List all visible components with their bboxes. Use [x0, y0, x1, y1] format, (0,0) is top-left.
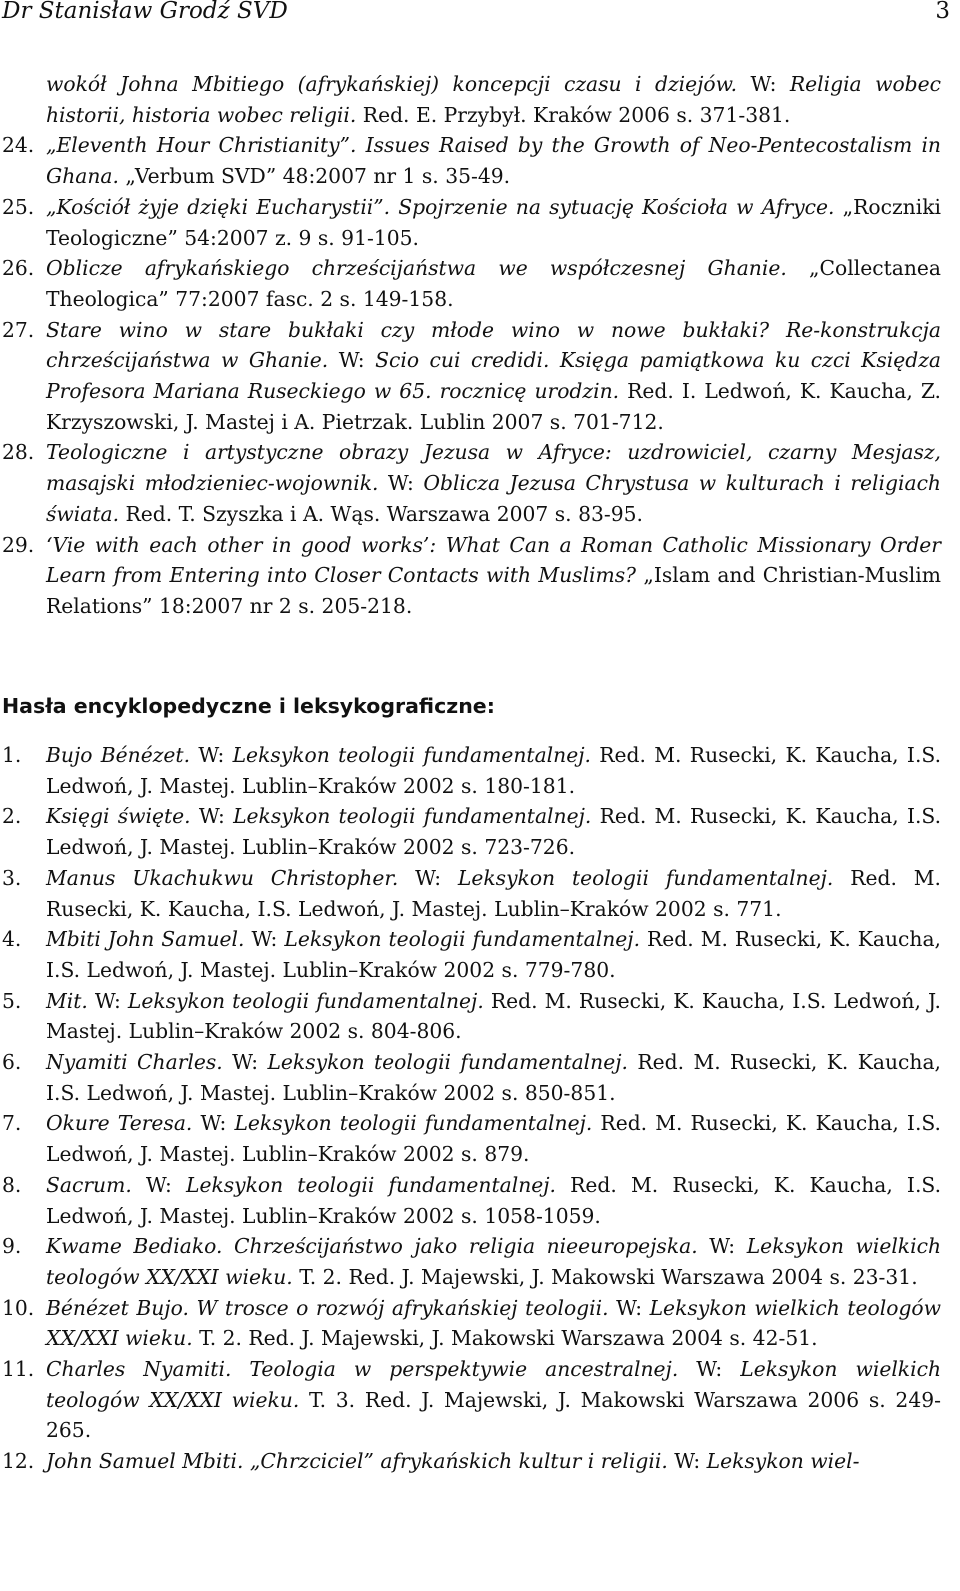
- citation-text: W:: [667, 1449, 707, 1474]
- bibliography-entry: [0, 130, 960, 191]
- citation-text: W:: [697, 1234, 747, 1259]
- entry-number: 1.: [2, 743, 22, 767]
- entry-number: 26.: [2, 256, 35, 281]
- citation-text: T. 2. Red. J. Majewski, J. Makowski Warszawa 2004 s. 42-51.: [192, 1326, 818, 1351]
- running-head-author: Dr Stanisław Grodź SVD: [2, 0, 288, 24]
- citation-text: T. 3. Red. J. Majewski, J. Makowski Warszawa 2006 s. 249-265.: [46, 1387, 941, 1443]
- italic-title: Leksykon wielkich teologów XX/XXI wieku.: [46, 1234, 942, 1289]
- citation-text: W:: [190, 804, 234, 829]
- entry-text: [46, 740, 941, 801]
- citation-text: W:: [678, 1357, 741, 1382]
- bibliography-entry: [0, 437, 960, 529]
- entry-text: [46, 1354, 941, 1446]
- italic-title: Bénézet Bujo. W trosce o rozwój afrykańskiej teologii.: [46, 1295, 609, 1320]
- citation-text: Red. M. Rusecki, K. Kaucha, I.S. Ledwoń, J. Mastej. Lublin–Kraków 2002 s. 879.: [46, 1111, 942, 1167]
- encyclopedia-entry: [0, 924, 960, 985]
- encyclopedia-entry: [0, 863, 960, 924]
- citation-text: W:: [737, 72, 790, 96]
- entry-text: [46, 192, 941, 253]
- citation-text: W:: [131, 1172, 186, 1197]
- citation-text: „Roczniki Teologiczne” 54:2007 z. 9 s. 91-105.: [46, 194, 941, 250]
- italic-title: Sacrum.: [46, 1172, 132, 1197]
- encyclopedia-entry: [0, 1354, 960, 1446]
- entry-number: 25.: [2, 194, 35, 219]
- entry-number: 5.: [2, 988, 22, 1013]
- italic-title: Leksykon wielkich teologów XX/XXI wieku.: [46, 1295, 942, 1351]
- entry-text: [46, 924, 941, 985]
- entry-text: [46, 1047, 941, 1108]
- italic-title: Mbiti John Samuel.: [46, 927, 245, 952]
- citation-text: W:: [87, 988, 128, 1013]
- italic-title: ‘Vie with each other in good works’: What Can a Roman Catholic Missionary Order Learn from Entering into Closer Contacts with Muslims?: [46, 532, 941, 588]
- entry-number: 6.: [2, 1050, 22, 1075]
- entry-number: 29.: [2, 532, 35, 557]
- entry-text: [46, 986, 941, 1047]
- italic-title: wokół Johna Mbitiego (afrykańskiej) koncepcji czasu i dziejów.: [46, 72, 738, 96]
- entry-number: 4.: [2, 927, 22, 952]
- citation-text: „Islam and Christian-Muslim Relations” 18:2007 nr 2 s. 205-218.: [46, 563, 941, 618]
- italic-title: Leksykon teologii fundamentalnej.: [232, 743, 591, 767]
- citation-text: Red. T. Szyszka i A. Wąs. Warszawa 2007 s. 83-95.: [119, 501, 643, 526]
- entry-text: [46, 315, 941, 438]
- citation-text: W:: [244, 927, 285, 952]
- citation-text: Red. M. Rusecki, K. Kaucha, I.S. Ledwoń, J. Mastej. Lublin–Kraków 2002 s. 180-181.: [46, 743, 942, 798]
- italic-title: Mit.: [46, 988, 88, 1013]
- citation-text: Red. M. Rusecki, K. Kaucha, I.S. Ledwoń, J. Mastej. Lublin–Kraków 2002 s. 1058-1059.: [46, 1172, 942, 1228]
- citation-text: Red. M. Rusecki, K. Kaucha, I.S. Ledwoń, J. Mastej. Lublin–Kraków 2002 s. 771.: [46, 865, 941, 921]
- entry-number: 12.: [2, 1449, 35, 1474]
- italic-title: Oblicza Jezusa Chrystusa w kulturach i religiach świata.: [46, 471, 941, 526]
- italic-title: Scio cui credidi. Księga pamiątkowa ku czci Księdza Profesora Mariana Ruseckiego w 65. rocznicę urodzin.: [46, 348, 941, 404]
- italic-title: Leksykon teologii fundamentalnej.: [284, 927, 641, 952]
- italic-title: Bujo Bénézet.: [46, 743, 191, 767]
- encyclopedia-entry: [0, 1170, 960, 1231]
- entry-text: [46, 1293, 941, 1354]
- entry-number: 11.: [2, 1357, 35, 1382]
- entry-number: 27.: [2, 317, 35, 342]
- italic-title: Teologiczne i artystyczne obrazy Jezusa w Afryce: uzdrowiciel, czarny Mesjasz, masajski młodzieniec-wojownik.: [46, 440, 941, 496]
- entry-number: 3.: [2, 865, 22, 890]
- italic-title: Leksykon teologii fundamentalnej.: [234, 1111, 593, 1136]
- bibliography-entry: [0, 315, 960, 438]
- entry-number: 8.: [2, 1172, 22, 1197]
- citation-text: „Verbum SVD” 48:2007 nr 1 s. 35-49.: [118, 164, 511, 189]
- italic-title: Kwame Bediako. Chrześcijaństwo jako religia nieeuropejska.: [46, 1234, 698, 1259]
- entry-text: [46, 253, 941, 314]
- articles-list: [0, 69, 960, 622]
- entry-text: [46, 863, 941, 924]
- citation-text: Red. I. Ledwoń, K. Kaucha, Z. Krzyszowski, J. Mastej i A. Pietrzak. Lublin 2007 s. 701-712.: [46, 379, 941, 434]
- italic-title: Leksykon wielkich teologów XX/XXI wieku.: [46, 1357, 942, 1412]
- entry-number: 28.: [2, 440, 35, 465]
- entry-number: 7.: [2, 1111, 22, 1136]
- encyclopedia-entry: [0, 1231, 960, 1292]
- italic-title: Leksykon teologii fundamentalnej.: [127, 988, 484, 1013]
- entry-text: [46, 130, 941, 191]
- encyclopedia-entry: [0, 1446, 960, 1477]
- citation-text: W:: [328, 348, 376, 373]
- bibliography-entry: [0, 69, 960, 130]
- entry-text: [46, 69, 941, 130]
- entry-text: [46, 437, 941, 529]
- italic-title: Manus Ukachukwu Christopher.: [46, 865, 399, 890]
- entry-text: [46, 1108, 941, 1169]
- entry-number: 24.: [2, 133, 35, 158]
- section-heading: Hasła encyklopedyczne i leksykograficzne:: [2, 694, 495, 718]
- citation-text: Red. M. Rusecki, K. Kaucha, I.S. Ledwoń, J. Mastej. Lublin–Kraków 2002 s. 804-806.: [46, 988, 941, 1044]
- encyclopedia-entry: [0, 1047, 960, 1108]
- italic-title: Księgi święte.: [46, 804, 191, 829]
- citation-text: Red. M. Rusecki, K. Kaucha, I.S. Ledwoń, J. Mastej. Lublin–Kraków 2002 s. 723-726.: [46, 804, 942, 860]
- italic-title: Leksykon teologii fundamentalnej.: [267, 1050, 628, 1075]
- encyclopedia-list: [0, 740, 960, 1477]
- citation-text: „Collectanea Theologica” 77:2007 fasc. 2 s. 149-158.: [46, 256, 941, 311]
- bibliography-entry: [0, 253, 960, 314]
- entry-text: [46, 1170, 941, 1231]
- citation-text: Red. M. Rusecki, K. Kaucha, I.S. Ledwoń, J. Mastej. Lublin–Kraków 2002 s. 850-851.: [46, 1050, 942, 1105]
- encyclopedia-entry: [0, 740, 960, 801]
- citation-text: Red. M. Rusecki, K. Kaucha, I.S. Ledwoń, J. Mastej. Lublin–Kraków 2002 s. 779-780.: [46, 927, 942, 982]
- encyclopedia-entry: [0, 986, 960, 1047]
- entry-number: 9.: [2, 1234, 22, 1259]
- encyclopedia-entry: [0, 1293, 960, 1354]
- entry-number: 10.: [2, 1295, 35, 1320]
- italic-title: John Samuel Mbiti. „Chrzciciel” afrykańskich kultur i religii.: [46, 1449, 668, 1474]
- encyclopedia-entry: [0, 1108, 960, 1169]
- entry-text: [46, 1231, 941, 1292]
- entry-text: [46, 801, 941, 862]
- citation-text: W:: [192, 1111, 235, 1136]
- italic-title: „Kościół żyje dzięki Eucharystii”. Spojrzenie na sytuację Kościoła w Afryce.: [46, 194, 835, 219]
- entry-text: [46, 530, 941, 622]
- italic-title: Charles Nyamiti. Teologia w perspektywie ancestralnej.: [46, 1357, 679, 1382]
- page-number: 3: [935, 0, 950, 24]
- italic-title: Leksykon wiel-: [706, 1449, 860, 1474]
- italic-title: Okure Teresa.: [46, 1111, 193, 1136]
- citation-text: Red. E. Przybył. Kraków 2006 s. 371-381.: [356, 102, 791, 127]
- italic-title: Religia wobec historii, historia wobec religii.: [46, 72, 942, 127]
- citation-text: W:: [398, 865, 458, 890]
- citation-text: W:: [378, 471, 424, 496]
- bibliography-entry: [0, 530, 960, 622]
- italic-title: Leksykon teologii fundamentalnej.: [185, 1172, 556, 1197]
- italic-title: „Eleventh Hour Christianity”. Issues Raised by the Growth of Neo-Pentecostalism in Ghana.: [46, 133, 941, 189]
- entry-number: 2.: [2, 804, 22, 829]
- italic-title: Leksykon teologii fundamentalnej.: [457, 865, 834, 890]
- citation-text: W:: [190, 743, 233, 767]
- italic-title: Leksykon teologii fundamentalnej.: [233, 804, 592, 829]
- citation-text: W:: [222, 1050, 268, 1075]
- page-header: [0, 0, 960, 36]
- citation-text: W:: [608, 1295, 650, 1320]
- italic-title: Oblicze afrykańskiego chrześcijaństwa we współczesnej Ghanie.: [46, 256, 787, 281]
- entry-text: [46, 1446, 941, 1477]
- encyclopedia-entry: [0, 801, 960, 862]
- italic-title: Stare wino w stare bukłaki czy młode wino w nowe bukłaki? Re-konstrukcja chrześcijaństwa w Ghanie.: [46, 317, 941, 373]
- italic-title: Nyamiti Charles.: [46, 1050, 223, 1075]
- citation-text: T. 2. Red. J. Majewski, J. Makowski Warszawa 2004 s. 23-31.: [292, 1264, 918, 1289]
- bibliography-entry: [0, 192, 960, 253]
